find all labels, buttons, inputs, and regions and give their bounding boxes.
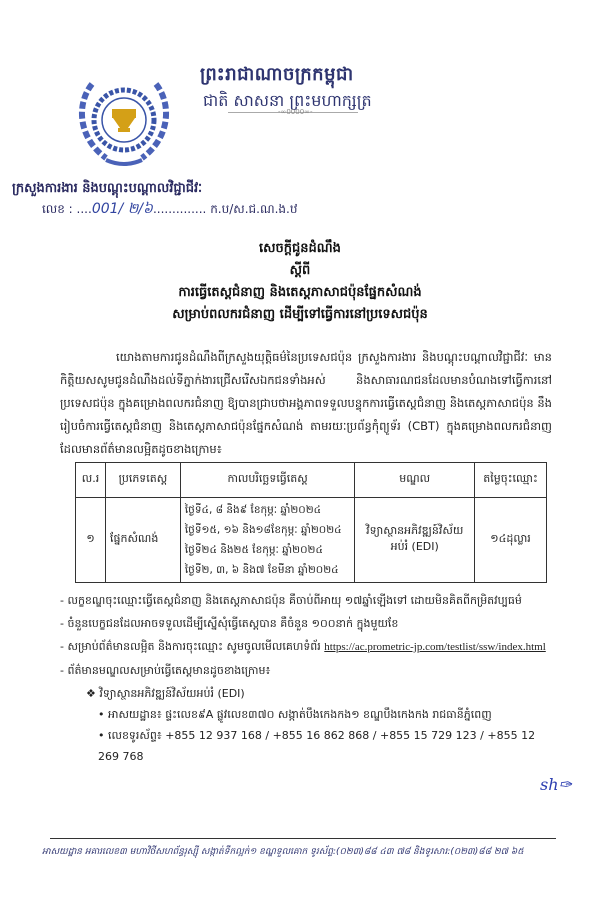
cell-center: វិទ្យាស្ថានអភិវឌ្ឍន៍វិស័យអប់រំ (EDI) (355, 498, 475, 583)
cell-fee: ១៤ដុល្លារ (475, 498, 547, 583)
ref-number: 001 (91, 201, 119, 217)
center-name: ❖ វិទ្យាស្ថានអភិវឌ្ឍន៍វិស័យអប់រំ (EDI) (86, 687, 245, 700)
cell-type: ផ្នែកសំណង់ (105, 498, 180, 583)
notes-list (60, 590, 556, 767)
note-item-age: - លក្ខខណ្ឌចុះឈ្មោះធ្វើតេស្តជំនាញ និងតេស្តភាសាជប៉ុន គឺចាប់ពីអាយុ ១៧ឆ្នាំឡើងទៅ ដោយមិនគិតពីកម្រិតវប្បធម៌ (60, 594, 522, 607)
ref-handwritten-date: / ២/៦ (118, 201, 153, 217)
test-schedule-table (75, 462, 547, 583)
body-paragraph (60, 346, 552, 461)
body-text: យោងតាមការជូនដំណឹងពីក្រសួងយុត្តិធម៌នៃប្រទេសជប៉ុន ក្រសួងការងារ និងបណ្តុះបណ្តាលវិជ្ជាជីវៈ មានកិត្តិយសសូមជូនដំណឹងដល់ទីភ្នាក់ងារជ្រើសរើសឯកជនទាំងអស់ និងសាធារណជនដែលមានបំណងទៅធ្វើការនៅប្រទេសជប៉ុន ក្នុងគម្រោងពលករជំនាញ ឱ្យបានជ្រាបថាអង្គភាពទទួលបន្ទុកការធ្វើតេស្តជំនាញ និងតេស្តភាសាជប៉ុន នឹងរៀបចំការធ្វើតេស្តជំនាញ និងតេស្តភាសាជប៉ុនផ្នែកសំណង់ តាមរយៈប្រព័ន្ធកុំព្យូទ័រ (CBT) ក្នុងគម្រោងពលករជំនាញ ដែលមានព័ត៌មានលម្អិតដូចខាងក្រោម៖ (60, 350, 552, 456)
note-item-capacity: - ចំនួនបេក្ខជនដែលអាចទទួលដើម្បីស្នើសុំធ្វើតេស្តបាន គឺចំនួន ១០០នាក់ ក្នុងមួយខែ (60, 617, 399, 630)
ministry-emblem-icon (72, 76, 176, 170)
ornament-glyph: -∞0000∞- (278, 108, 313, 116)
reference-number-line: លេខ : ....001/ ២/៦.............. ក.ប/ស.ជ.ណ.ង.ឋ (42, 201, 298, 217)
ministry-name: ក្រសួងការងារ និងបណ្តុះបណ្តាលវិជ្ជាជីវៈ (12, 181, 203, 196)
ref-label: លេខ : (42, 202, 73, 216)
link-prefix: - សម្រាប់ព័ត៌មានលម្អិត និងការចុះឈ្មោះ សូមចូលមើលគេហទំព័រ (60, 640, 321, 653)
title-line-3: ការធ្វើតេស្តជំនាញ និងតេស្តភាសាជប៉ុនផ្នែកសំណង់ (178, 285, 422, 300)
ref-suffix: ក.ប/ស.ជ.ណ.ង.ឋ (210, 202, 298, 216)
col-header-fee: តម្លៃចុះឈ្មោះ (475, 463, 547, 498)
kingdom-heading: ព្រះរាជាណាចក្រកម្ពុជា (200, 64, 354, 85)
national-motto: ជាតិ សាសនា ព្រះមហាក្សត្រ (203, 91, 372, 110)
ornament-divider (228, 108, 358, 116)
notice-title (140, 238, 460, 326)
registration-link[interactable]: https://ac.prometric-jp.com/testlist/ssw/index.html (324, 641, 546, 653)
footer-divider (50, 838, 556, 839)
title-line-2: ស្តីពី (289, 263, 311, 278)
footer-address: អាសយដ្ឋាន អគារលេខ៣ មហាវិថីសហព័ន្ធរុស្ស៊ី សង្កាត់ទឹកល្អក់១ ខណ្ឌទួលគោក ទូរស័ព្ទ:(០២៣)៨៨ ៤៣ ៧៨ និងទូរសារ:(០២៣)៨៨ ២៧ ៦៥ (42, 847, 524, 857)
cell-no: ១ (76, 498, 106, 583)
date-line: ថ្ងៃទី៤, ៨ និង៩ ខែកុម្ភៈ ឆ្នាំ២០២៤ (184, 504, 322, 516)
center-address: • អាសយដ្ឋាន៖ ផ្ទះលេខ៩A ផ្លូវលេខ៣៧០ សង្កាត់បឹងកេងកង១ ខណ្ឌបឹងកេងកង រាជធានីភ្នំពេញ (98, 708, 492, 721)
date-line: ថ្ងៃទី២៤ និង២៥ ខែកុម្ភៈ ឆ្នាំ២០២៤ (184, 544, 323, 556)
note-item-link (60, 636, 556, 658)
col-header-center: មណ្ឌល (355, 463, 475, 498)
col-header-type: ប្រភេទតេស្ត (105, 463, 180, 498)
title-line-1: សេចក្តីជូនដំណឹង (259, 241, 341, 256)
col-header-dates: កាលបរិច្ឆេទធ្វើតេស្ត (180, 463, 355, 498)
date-line: ថ្ងៃទី១៥, ១៦ និង១៨ខែកុម្ភៈ ឆ្នាំ២០២៤ (184, 524, 342, 536)
center-info-heading: - ព័ត៌មានមណ្ឌលសម្រាប់ធ្វើតេស្តមានដូចខាងក្រោម៖ (60, 664, 271, 677)
signature-initials: sh✑ (540, 775, 572, 794)
cell-dates (180, 498, 355, 583)
table-header-row (76, 463, 547, 498)
title-line-4: សម្រាប់ពលករជំនាញ ដើម្បីទៅធ្វើការនៅប្រទេសជប៉ុន (172, 307, 428, 322)
date-line: ថ្ងៃទី២, ៣, ៦ និង៧ ខែមីនា ឆ្នាំ២០២៤ (184, 564, 339, 576)
center-phone: • លេខទូរស័ព្ទ៖ +855 12 937 168 / +855 16 862 868 / +855 15 729 123 / +855 12 269 768 (98, 729, 536, 763)
col-header-no: ល.រ (76, 463, 106, 498)
table-row (76, 498, 547, 583)
